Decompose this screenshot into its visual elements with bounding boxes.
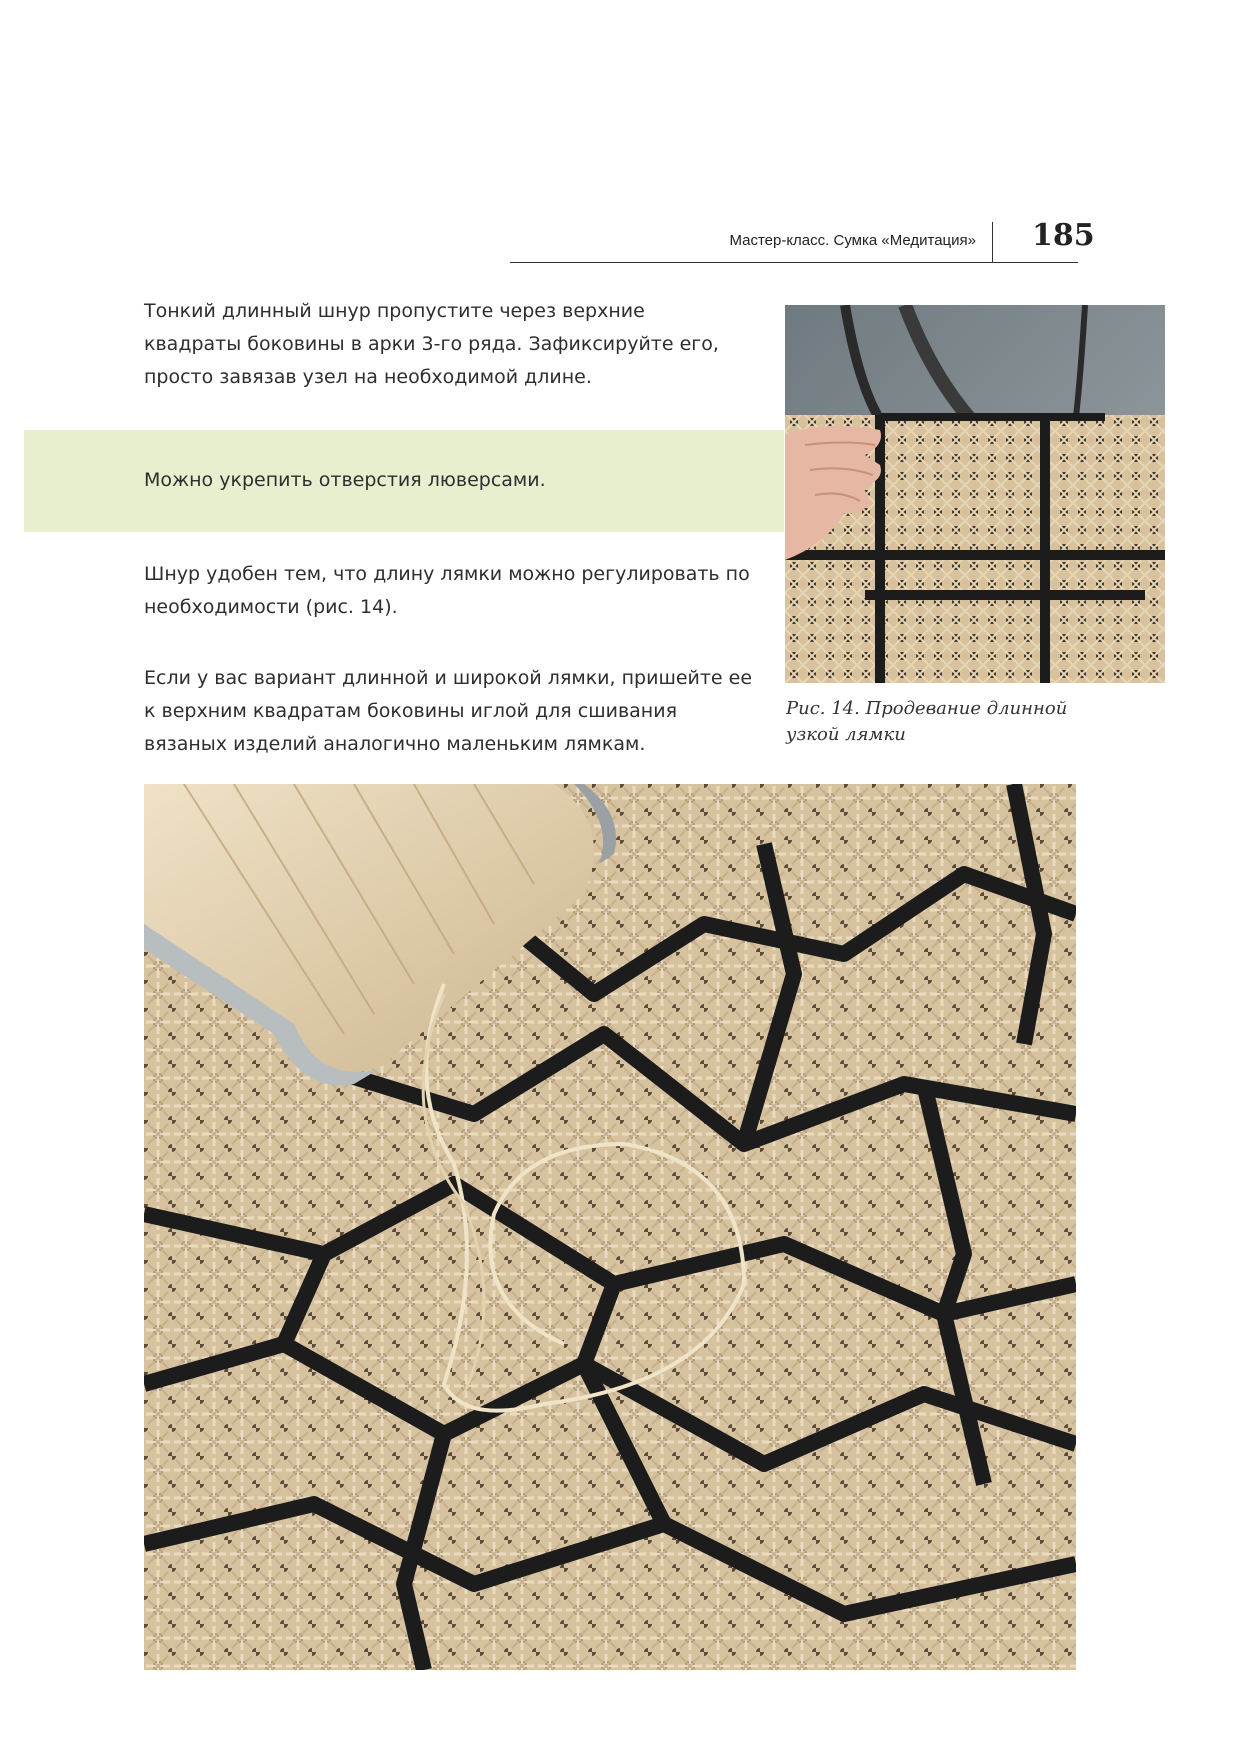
page-number: 185 [1032,218,1095,253]
paragraph-1: Тонкий длинный шнур пропустите через верхние квадраты боковины в арки 3-го ряда. Зафиксируйте его, просто завязав узел на необходимой длине. [144,300,719,388]
header-separator [992,222,993,262]
note-text: Можно укрепить отверстия люверсами. [144,469,546,491]
figure-14-caption: Рис. 14. Продевание длинной узкой лямки [786,698,1068,745]
paragraph-3: Если у вас вариант длинной и широкой лямки, пришейте ее к верхним квадратам боковины иглой для сшивания вязаных изделий аналогично маленьким лямкам. [144,667,753,755]
running-head-title: Мастер-класс. Сумка «Медитация» [729,232,976,249]
raffia-crochet-photo [144,784,1076,1670]
paragraph-2: Шнур удобен тем, что длину лямки можно регулировать по необходимости (рис. 14). [144,563,750,618]
note-box [24,430,784,532]
header-rule [510,262,1078,263]
figure-14-photo [785,305,1165,683]
